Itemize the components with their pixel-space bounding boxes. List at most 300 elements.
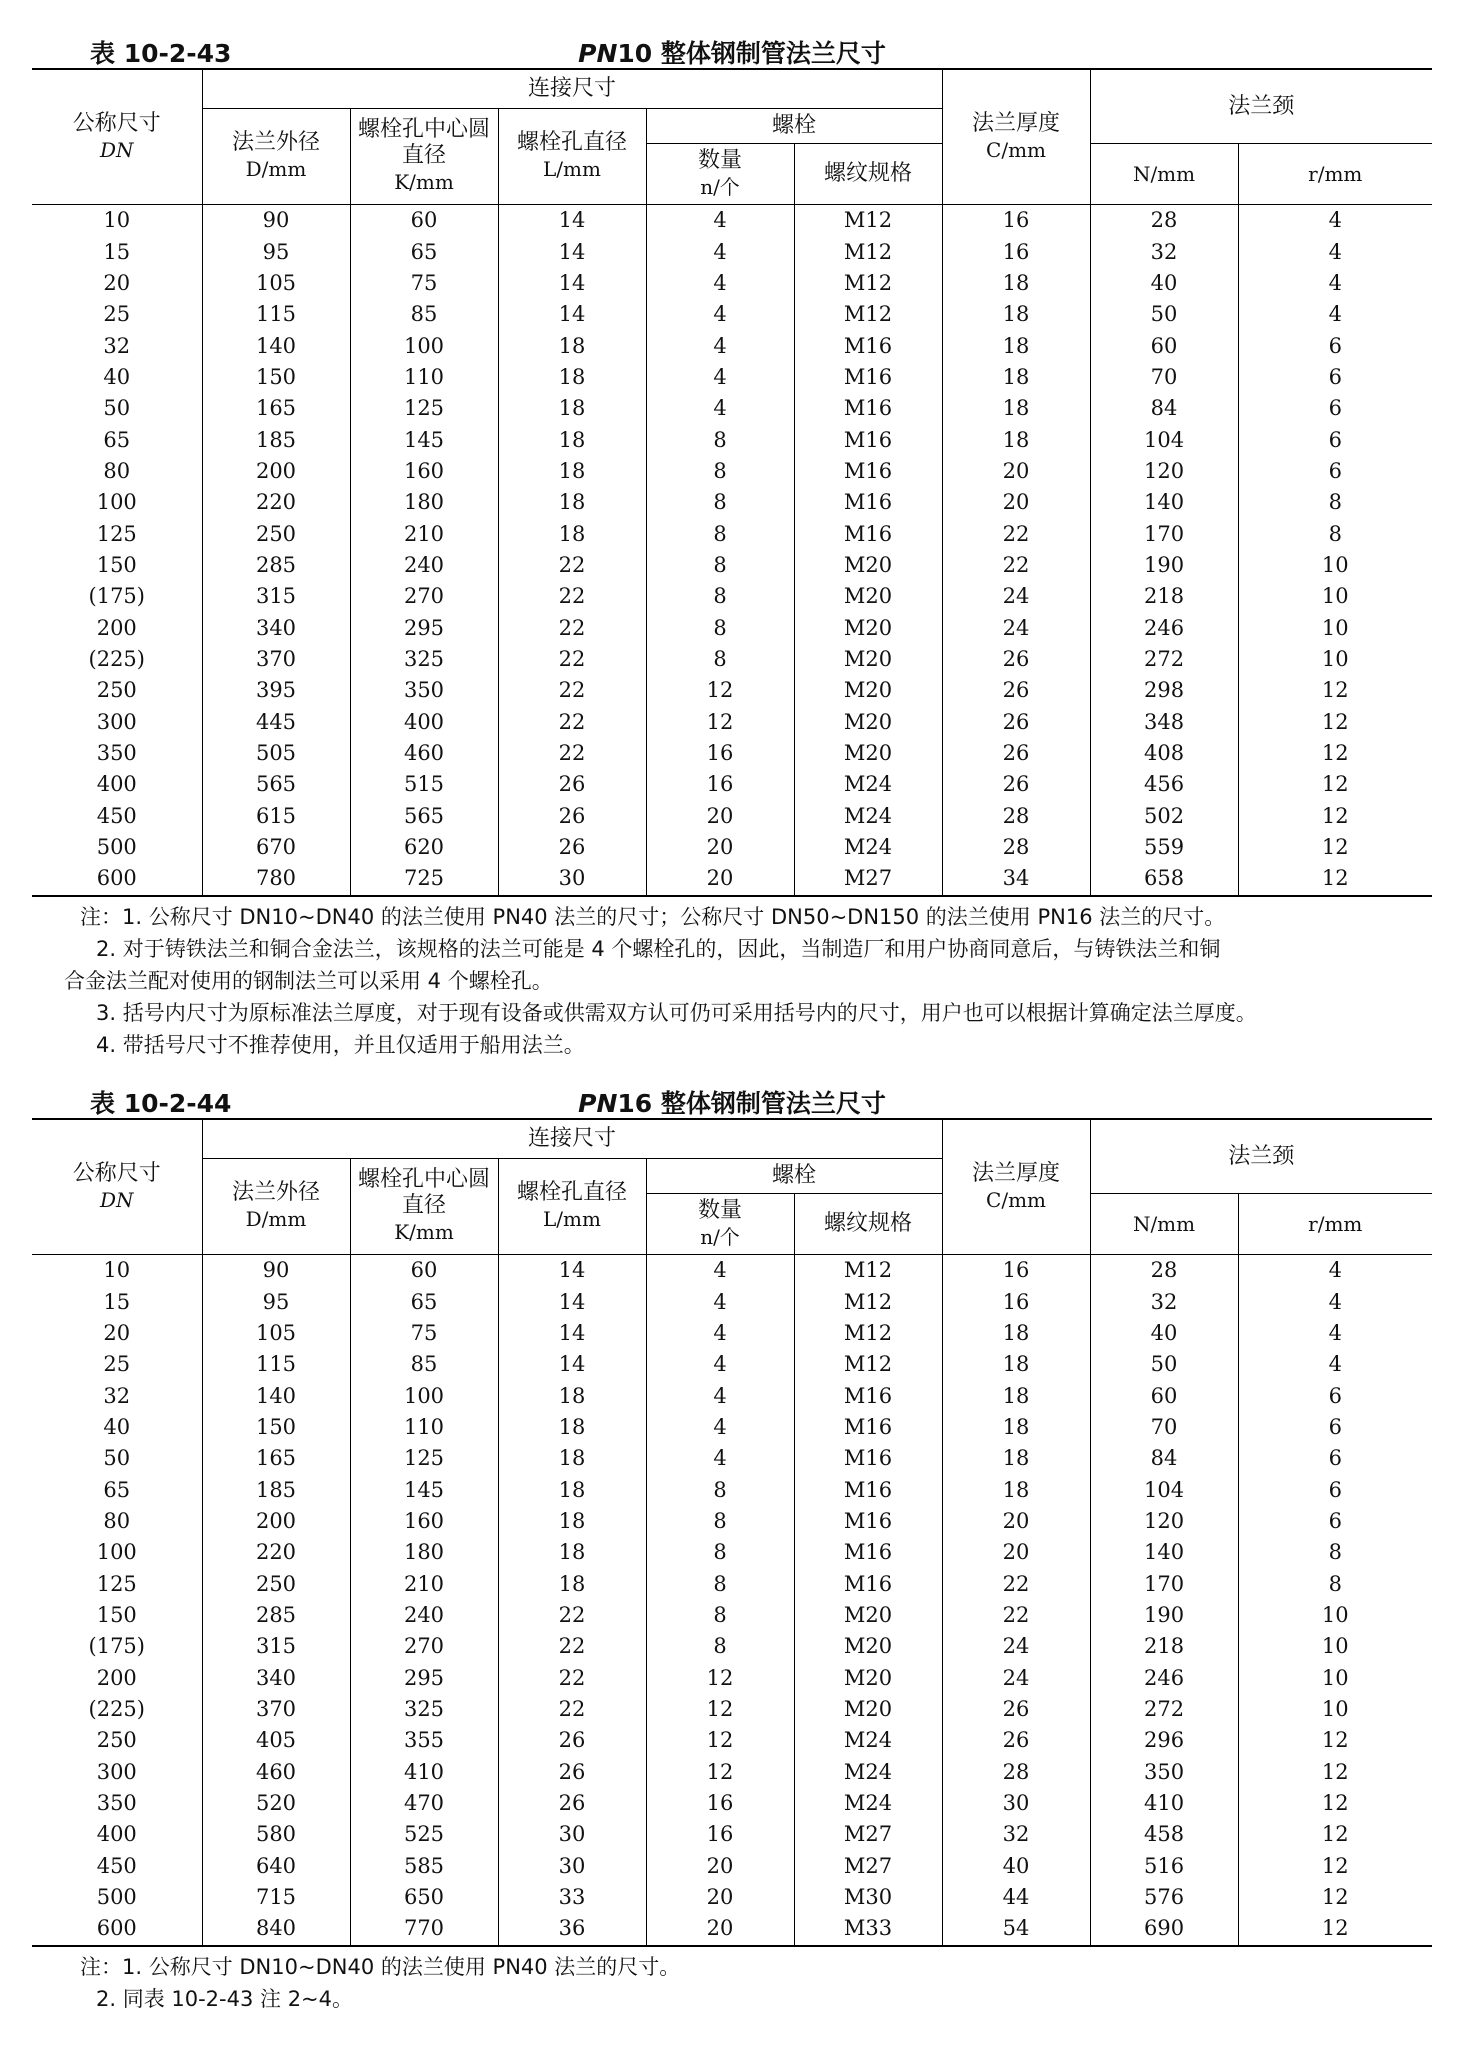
table-cell: 520 xyxy=(202,1788,350,1819)
table-cell: 585 xyxy=(350,1851,498,1882)
table-cell: 14 xyxy=(498,268,646,299)
table-cell: M16 xyxy=(794,1380,942,1411)
table-cell: 18 xyxy=(498,1568,646,1599)
table-cell: M12 xyxy=(794,236,942,267)
table-cell: 28 xyxy=(942,1757,1090,1788)
table-row xyxy=(32,1380,1432,1411)
table-cell: 22 xyxy=(942,1600,1090,1631)
header-thread-spec: 螺纹规格 xyxy=(794,144,942,205)
header-bolt-circle-diameter: 螺栓孔中心圆直径 K/mm xyxy=(350,109,498,205)
note-line: 2. 同表 10-2-43 注 2~4。 xyxy=(96,1986,354,2011)
table-cell: 20 xyxy=(942,456,1090,487)
table-cell: 8 xyxy=(646,644,794,675)
table-cell: 25 xyxy=(32,299,202,330)
table-cell: 295 xyxy=(350,612,498,643)
table-cell: 150 xyxy=(202,362,350,393)
table-cell: 180 xyxy=(350,487,498,518)
table-cell: 250 xyxy=(32,675,202,706)
header-bolt-circle-diameter: 螺栓孔中心圆直径 K/mm xyxy=(350,1159,498,1255)
table-cell: M16 xyxy=(794,1412,942,1443)
table-cell: 40 xyxy=(32,1412,202,1443)
table-cell: 24 xyxy=(942,1631,1090,1662)
table-cell: 80 xyxy=(32,1506,202,1537)
table-cell: 410 xyxy=(350,1757,498,1788)
table-cell: 18 xyxy=(942,1349,1090,1380)
table-cell: 600 xyxy=(32,1913,202,1945)
table-cell: 22 xyxy=(942,1568,1090,1599)
table-cell: 70 xyxy=(1090,1412,1238,1443)
table-cell: 90 xyxy=(202,1255,350,1287)
table-cell: M30 xyxy=(794,1882,942,1913)
table-cell: 240 xyxy=(350,550,498,581)
table-cell: 12 xyxy=(646,1694,794,1725)
table-cell: M16 xyxy=(794,1474,942,1505)
table-cell: 12 xyxy=(1238,1819,1432,1850)
table-cell: 6 xyxy=(1238,1474,1432,1505)
table-cell: 4 xyxy=(1238,1286,1432,1317)
table-cell: 22 xyxy=(942,550,1090,581)
table-row xyxy=(32,1600,1432,1631)
table-row xyxy=(32,738,1432,769)
table-cell: 22 xyxy=(498,738,646,769)
table-cell: 470 xyxy=(350,1788,498,1819)
table-row xyxy=(32,205,1432,237)
table-row xyxy=(32,487,1432,518)
header-bolt: 螺栓 xyxy=(646,109,942,144)
table-cell: M12 xyxy=(794,1349,942,1380)
table-cell: 40 xyxy=(942,1851,1090,1882)
header-nominal-size: 公称尺寸 DN xyxy=(32,69,202,205)
table-cell: M24 xyxy=(794,1725,942,1756)
table-cell: 10 xyxy=(1238,644,1432,675)
table-cell: 170 xyxy=(1090,518,1238,549)
table-row xyxy=(32,1725,1432,1756)
table-row xyxy=(32,581,1432,612)
table-cell: 18 xyxy=(942,299,1090,330)
table-cell: 400 xyxy=(32,1819,202,1850)
table-cell: 44 xyxy=(942,1882,1090,1913)
table-cell: 6 xyxy=(1238,393,1432,424)
table-cell: 24 xyxy=(942,1662,1090,1693)
table-row xyxy=(32,1318,1432,1349)
table-cell: 6 xyxy=(1238,362,1432,393)
table-cell: 100 xyxy=(350,1380,498,1411)
table-caption xyxy=(32,1078,1432,1118)
table-cell: M16 xyxy=(794,518,942,549)
table-cell: 180 xyxy=(350,1537,498,1568)
header-connection-dimensions: 连接尺寸 xyxy=(202,69,942,109)
table-cell: 165 xyxy=(202,1443,350,1474)
header-bolt: 螺栓 xyxy=(646,1159,942,1194)
table-cell: 110 xyxy=(350,362,498,393)
table-cell: 60 xyxy=(1090,1380,1238,1411)
table-cell: 272 xyxy=(1090,644,1238,675)
table-cell: 220 xyxy=(202,1537,350,1568)
table-cell: M16 xyxy=(794,1443,942,1474)
table-cell: 140 xyxy=(202,1380,350,1411)
table-cell: 18 xyxy=(942,1412,1090,1443)
table-cell: 4 xyxy=(646,299,794,330)
table-cell: 18 xyxy=(498,1443,646,1474)
table-cell: M16 xyxy=(794,393,942,424)
table-cell: 75 xyxy=(350,268,498,299)
table-cell: 14 xyxy=(498,1255,646,1287)
table-cell: 120 xyxy=(1090,1506,1238,1537)
table-cell: 50 xyxy=(1090,299,1238,330)
table-cell: 20 xyxy=(646,1882,794,1913)
table-cell: 105 xyxy=(202,268,350,299)
table-cell: 12 xyxy=(1238,1725,1432,1756)
table-cell: 8 xyxy=(646,456,794,487)
table-cell: 200 xyxy=(32,1662,202,1693)
table-row xyxy=(32,1662,1432,1693)
table-cell: 95 xyxy=(202,1286,350,1317)
note-line: 注：1. 公称尺寸 DN10~DN40 的法兰使用 PN40 法兰的尺寸。 xyxy=(80,1954,681,1979)
table-cell: 26 xyxy=(942,738,1090,769)
table-cell: 4 xyxy=(646,236,794,267)
table-cell: 4 xyxy=(646,1412,794,1443)
table-cell: 650 xyxy=(350,1882,498,1913)
table-cell: M20 xyxy=(794,644,942,675)
table-cell: M20 xyxy=(794,1631,942,1662)
table-number: 表 10-2-44 xyxy=(90,1089,232,1118)
table-cell: 28 xyxy=(1090,1255,1238,1287)
table-cell: 30 xyxy=(498,1851,646,1882)
table-cell: 505 xyxy=(202,738,350,769)
table-cell: 8 xyxy=(646,518,794,549)
table-cell: 150 xyxy=(32,1600,202,1631)
table-cell: 6 xyxy=(1238,330,1432,361)
table-cell: 20 xyxy=(646,801,794,832)
table-cell: 350 xyxy=(32,738,202,769)
table-cell: 12 xyxy=(1238,707,1432,738)
table-cell: 30 xyxy=(498,863,646,895)
table-cell: 22 xyxy=(498,1662,646,1693)
flange-dimension-table xyxy=(32,1118,1432,1947)
table-row xyxy=(32,675,1432,706)
table-cell: 30 xyxy=(942,1788,1090,1819)
table-cell: 6 xyxy=(1238,1443,1432,1474)
table-row xyxy=(32,550,1432,581)
table-cell: M12 xyxy=(794,268,942,299)
table-cell: M16 xyxy=(794,487,942,518)
table-cell: 24 xyxy=(942,612,1090,643)
table-cell: 14 xyxy=(498,1286,646,1317)
table-row xyxy=(32,832,1432,863)
table-cell: (225) xyxy=(32,644,202,675)
table-cell: 8 xyxy=(646,1631,794,1662)
table-cell: 408 xyxy=(1090,738,1238,769)
table-cell: 26 xyxy=(942,675,1090,706)
table-cell: 8 xyxy=(1238,1568,1432,1599)
table-cell: 32 xyxy=(32,1380,202,1411)
table-cell: 18 xyxy=(498,518,646,549)
table-cell: 115 xyxy=(202,1349,350,1380)
table-cell: 12 xyxy=(1238,1882,1432,1913)
table-row xyxy=(32,1349,1432,1380)
header-flange-neck: 法兰颈 xyxy=(1090,69,1432,144)
table-row xyxy=(32,1412,1432,1443)
table-row xyxy=(32,1568,1432,1599)
table-cell: 8 xyxy=(646,487,794,518)
table-cell: 725 xyxy=(350,863,498,895)
table-cell: 220 xyxy=(202,487,350,518)
table-cell: M16 xyxy=(794,330,942,361)
table-cell: 60 xyxy=(1090,330,1238,361)
header-neck-n: N/mm xyxy=(1090,1194,1238,1255)
table-row xyxy=(32,1286,1432,1317)
table-cell: 90 xyxy=(202,205,350,237)
table-row xyxy=(32,424,1432,455)
table-cell: 26 xyxy=(942,1725,1090,1756)
table-cell: 600 xyxy=(32,863,202,895)
table-cell: M16 xyxy=(794,1506,942,1537)
table-row xyxy=(32,801,1432,832)
table-cell: 14 xyxy=(498,1318,646,1349)
table-cell: 559 xyxy=(1090,832,1238,863)
header-bolt-hole-diameter: 螺栓孔直径 L/mm xyxy=(498,109,646,205)
table-cell: 100 xyxy=(32,487,202,518)
table-cell: M12 xyxy=(794,299,942,330)
table-cell: 8 xyxy=(646,1474,794,1505)
table-cell: 22 xyxy=(498,644,646,675)
table-cell: 12 xyxy=(1238,832,1432,863)
table-cell: 4 xyxy=(1238,268,1432,299)
table-cell: 75 xyxy=(350,1318,498,1349)
table-cell: 18 xyxy=(942,330,1090,361)
table-cell: 4 xyxy=(646,1255,794,1287)
table-cell: M20 xyxy=(794,738,942,769)
table-cell: 18 xyxy=(498,1380,646,1411)
table-cell: 12 xyxy=(1238,801,1432,832)
table-cell: 34 xyxy=(942,863,1090,895)
table-cell: M33 xyxy=(794,1913,942,1945)
table-cell: 190 xyxy=(1090,1600,1238,1631)
table-cell: 218 xyxy=(1090,581,1238,612)
table-cell: 26 xyxy=(498,1725,646,1756)
table-cell: M27 xyxy=(794,1819,942,1850)
table-cell: 95 xyxy=(202,236,350,267)
table-cell: 565 xyxy=(350,801,498,832)
table-cell: 400 xyxy=(32,769,202,800)
table-cell: M16 xyxy=(794,1537,942,1568)
table-cell: M20 xyxy=(794,1662,942,1693)
table-cell: 22 xyxy=(498,612,646,643)
table-row xyxy=(32,362,1432,393)
table-row xyxy=(32,863,1432,895)
table-row xyxy=(32,518,1432,549)
table-cell: 576 xyxy=(1090,1882,1238,1913)
table-cell: 12 xyxy=(1238,863,1432,895)
table-cell: 16 xyxy=(942,205,1090,237)
table-cell: 4 xyxy=(1238,1318,1432,1349)
note-line: 2. 对于铸铁法兰和铜合金法兰，该规格的法兰可能是 4 个螺栓孔的，因此，当制造厂和用户协商同意后，与铸铁法兰和铜 xyxy=(96,936,1221,961)
table-cell: M20 xyxy=(794,612,942,643)
table-cell: 84 xyxy=(1090,393,1238,424)
flange-dimension-table xyxy=(32,68,1432,897)
table-cell: 40 xyxy=(1090,268,1238,299)
table-cell: M27 xyxy=(794,1851,942,1882)
table-cell: 84 xyxy=(1090,1443,1238,1474)
table-cell: 18 xyxy=(942,1443,1090,1474)
table-cell: 8 xyxy=(646,1537,794,1568)
header-bolt-quantity: 数量 n/个 xyxy=(646,144,794,205)
table-cell: 10 xyxy=(1238,581,1432,612)
table-row xyxy=(32,393,1432,424)
table-cell: 14 xyxy=(498,205,646,237)
table-cell: 18 xyxy=(942,1474,1090,1505)
table-cell: 615 xyxy=(202,801,350,832)
table-cell: 218 xyxy=(1090,1631,1238,1662)
table-cell: 690 xyxy=(1090,1913,1238,1945)
table-cell: 140 xyxy=(1090,1537,1238,1568)
table-cell: 450 xyxy=(32,801,202,832)
table-cell: 445 xyxy=(202,707,350,738)
note-line: 3. 括号内尺寸为原标准法兰厚度，对于现有设备或供需双方认可仍可采用括号内的尺寸，用户也可以根据计算确定法兰厚度。 xyxy=(96,1000,1257,1025)
table-cell: 500 xyxy=(32,832,202,863)
table-cell: 4 xyxy=(646,1349,794,1380)
table-cell: (175) xyxy=(32,581,202,612)
table-cell: 32 xyxy=(1090,236,1238,267)
table-cell: 104 xyxy=(1090,424,1238,455)
table-cell: 8 xyxy=(646,1600,794,1631)
table-caption xyxy=(32,28,1432,68)
table-cell: 28 xyxy=(942,832,1090,863)
table-cell: 20 xyxy=(646,1851,794,1882)
table-cell: 32 xyxy=(942,1819,1090,1850)
table-row xyxy=(32,1757,1432,1788)
table-cell: 185 xyxy=(202,1474,350,1505)
table-cell: 85 xyxy=(350,1349,498,1380)
table-cell: 10 xyxy=(1238,550,1432,581)
table-cell: 70 xyxy=(1090,362,1238,393)
table-cell: 500 xyxy=(32,1882,202,1913)
table-cell: 140 xyxy=(1090,487,1238,518)
table-cell: 295 xyxy=(350,1662,498,1693)
table-cell: M24 xyxy=(794,1788,942,1819)
table-cell: 20 xyxy=(646,1913,794,1945)
table-cell: 405 xyxy=(202,1725,350,1756)
table-cell: 300 xyxy=(32,707,202,738)
table-cell: 270 xyxy=(350,1631,498,1662)
table-cell: 325 xyxy=(350,1694,498,1725)
table-cell: 105 xyxy=(202,1318,350,1349)
table-cell: M12 xyxy=(794,1286,942,1317)
table-cell: 400 xyxy=(350,707,498,738)
table-cell: 325 xyxy=(350,644,498,675)
table-cell: 125 xyxy=(32,1568,202,1599)
header-flange-outer-diameter: 法兰外径 D/mm xyxy=(202,1159,350,1255)
table-cell: 12 xyxy=(646,675,794,706)
table-cell: 50 xyxy=(32,1443,202,1474)
note-line: 合金法兰配对使用的钢制法兰可以采用 4 个螺栓孔。 xyxy=(64,968,553,993)
table-cell: 26 xyxy=(498,832,646,863)
header-bolt-quantity: 数量 n/个 xyxy=(646,1194,794,1255)
table-cell: M24 xyxy=(794,832,942,863)
table-cell: 20 xyxy=(942,1537,1090,1568)
table-cell: 565 xyxy=(202,769,350,800)
table-cell: 250 xyxy=(202,1568,350,1599)
table-cell: 22 xyxy=(498,1631,646,1662)
table-cell: M27 xyxy=(794,863,942,895)
table-cell: 8 xyxy=(646,550,794,581)
table-cell: 285 xyxy=(202,1600,350,1631)
header-thread-spec: 螺纹规格 xyxy=(794,1194,942,1255)
header-flange-outer-diameter: 法兰外径 D/mm xyxy=(202,109,350,205)
table-cell: 16 xyxy=(646,738,794,769)
table-cell: 4 xyxy=(646,362,794,393)
table-row xyxy=(32,1255,1432,1287)
table-cell: 6 xyxy=(1238,1380,1432,1411)
table-cell: 16 xyxy=(942,1255,1090,1287)
table-cell: 4 xyxy=(1238,1349,1432,1380)
table-cell: 22 xyxy=(498,707,646,738)
table-cell: 32 xyxy=(32,330,202,361)
note-line: 注：1. 公称尺寸 DN10~DN40 的法兰使用 PN40 法兰的尺寸；公称尺寸 DN50~DN150 的法兰使用 PN16 法兰的尺寸。 xyxy=(80,904,1226,929)
header-neck-r: r/mm xyxy=(1238,1194,1432,1255)
table-cell: 12 xyxy=(646,707,794,738)
table-cell: 4 xyxy=(646,205,794,237)
table-cell: M16 xyxy=(794,362,942,393)
table-cell: 145 xyxy=(350,1474,498,1505)
header-connection-dimensions: 连接尺寸 xyxy=(202,1119,942,1159)
table-cell: 22 xyxy=(498,675,646,706)
table-block-10-2-43 xyxy=(32,28,1432,1061)
table-cell: M20 xyxy=(794,550,942,581)
note-line: 4. 带括号尺寸不推荐使用，并且仅适用于船用法兰。 xyxy=(96,1032,585,1057)
table-row xyxy=(32,644,1432,675)
table-cell: 4 xyxy=(1238,236,1432,267)
table-cell: 16 xyxy=(942,1286,1090,1317)
table-cell: 670 xyxy=(202,832,350,863)
header-flange-thickness: 法兰厚度 C/mm xyxy=(942,1119,1090,1255)
table-cell: 26 xyxy=(498,769,646,800)
header-bolt-hole-diameter: 螺栓孔直径 L/mm xyxy=(498,1159,646,1255)
table-row xyxy=(32,707,1432,738)
table-cell: 32 xyxy=(1090,1286,1238,1317)
table-cell: 26 xyxy=(942,644,1090,675)
table-cell: 8 xyxy=(1238,1537,1432,1568)
table-cell: 50 xyxy=(32,393,202,424)
table-cell: 20 xyxy=(646,863,794,895)
table-cell: 620 xyxy=(350,832,498,863)
table-cell: 200 xyxy=(202,1506,350,1537)
table-cell: M20 xyxy=(794,675,942,706)
table-cell: 18 xyxy=(498,1537,646,1568)
table-cell: 272 xyxy=(1090,1694,1238,1725)
table-cell: 516 xyxy=(1090,1851,1238,1882)
table-row xyxy=(32,1631,1432,1662)
table-cell: 85 xyxy=(350,299,498,330)
table-cell: 10 xyxy=(1238,1662,1432,1693)
table-row xyxy=(32,236,1432,267)
table-cell: M16 xyxy=(794,456,942,487)
table-cell: 460 xyxy=(202,1757,350,1788)
table-cell: 20 xyxy=(942,1506,1090,1537)
table-cell: 65 xyxy=(32,424,202,455)
table-cell: 16 xyxy=(646,1819,794,1850)
table-title: PN16 整体钢制管法兰尺寸 xyxy=(578,1089,886,1118)
table-cell: 12 xyxy=(1238,769,1432,800)
table-cell: 6 xyxy=(1238,1506,1432,1537)
header-neck-r: r/mm xyxy=(1238,144,1432,205)
table-cell: 240 xyxy=(350,1600,498,1631)
table-cell: 30 xyxy=(498,1819,646,1850)
table-cell: 12 xyxy=(646,1757,794,1788)
table-cell: 6 xyxy=(1238,424,1432,455)
table-cell: 4 xyxy=(646,1443,794,1474)
table-cell: 315 xyxy=(202,581,350,612)
